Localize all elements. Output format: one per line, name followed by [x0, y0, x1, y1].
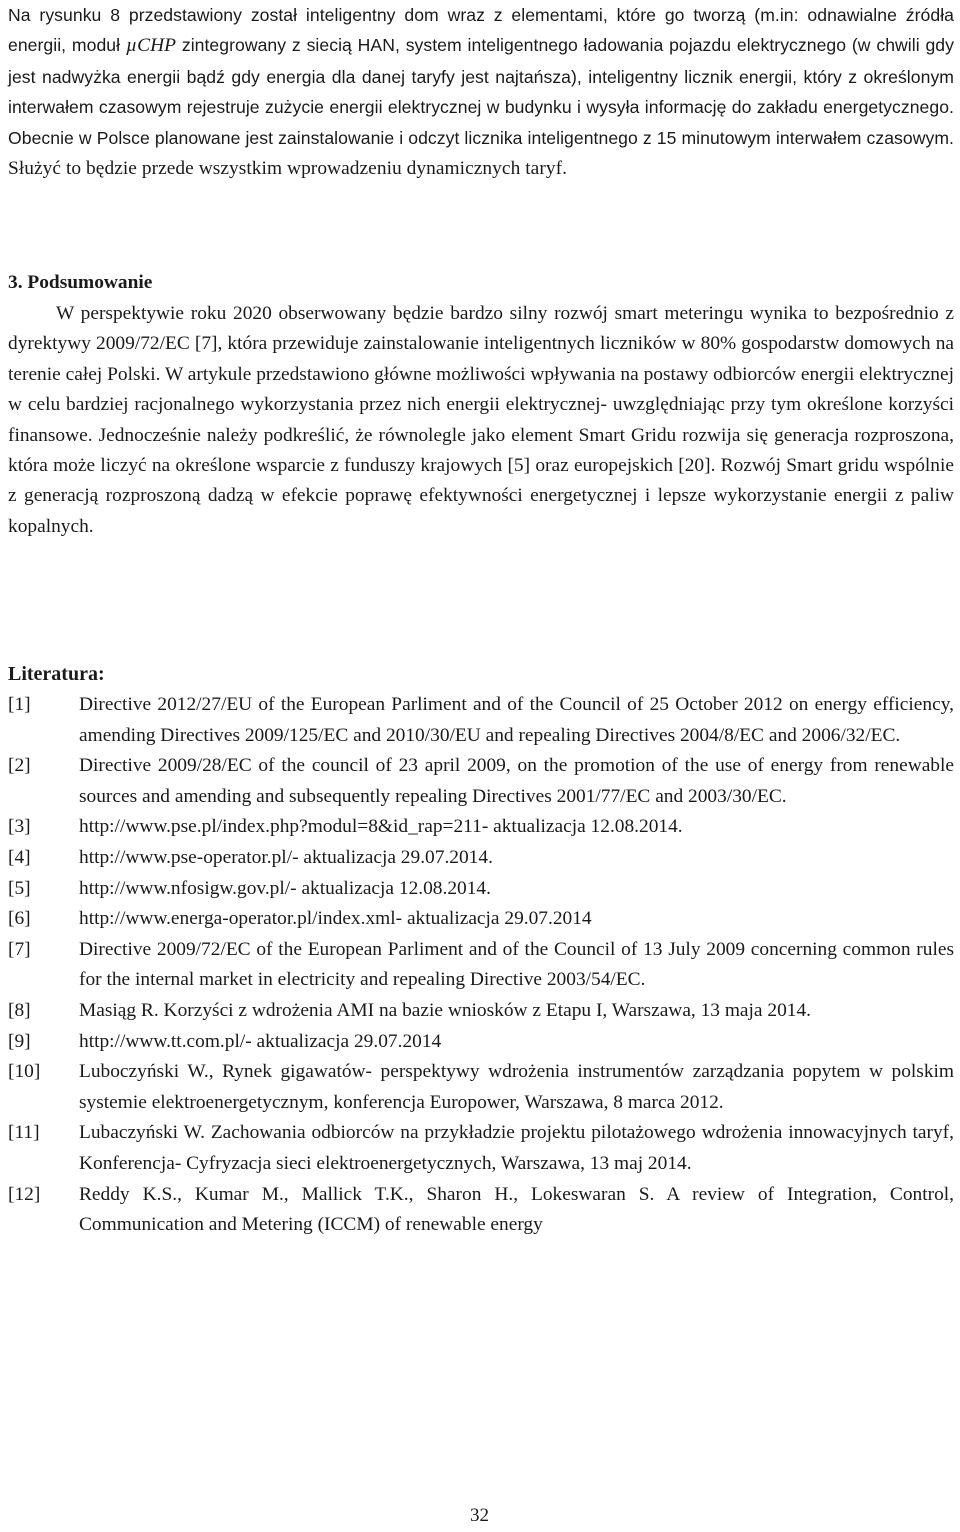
intro-text-part3: Służyć to będzie przede wszystkim wprowadzeniu dynamicznych taryf. — [8, 158, 567, 180]
reference-text: Lubaczyński W. Zachowania odbiorców na przykładzie projektu pilotażowego wdrożenia innowacyjnych taryf, Konferencja- Cyfryzacja sieci elektroenergetycznych, Warszawa, 13 maj 2014. — [79, 1122, 954, 1174]
reference-item — [8, 1180, 954, 1241]
reference-item — [8, 1118, 954, 1179]
reference-item — [8, 904, 954, 935]
intro-text-part1: Na rysunku 8 przedstawiony został inteligentny dom wraz z elementami, które go tworzą (m.in: odnawialne źródła energii, moduł — [8, 5, 954, 56]
document-page — [8, 0, 954, 1532]
reference-text: Luboczyński W., Rynek gigawatów- perspektywy wdrożenia instrumentów zarządzania popytem w polskim systemie elektroenergetycznym, konferencja Europower, Warszawa, 8 marca 2012. — [79, 1061, 954, 1113]
reference-item — [8, 812, 954, 843]
reference-text: Directive 2009/72/EC of the European Parliment and of the Council of 13 July 2009 concerning common rules for the internal market in electricity and repealing Directive 2003/54/EC. — [79, 938, 954, 991]
reference-text: Directive 2012/27/EU of the European Parliment and of the Council of 25 October 2012 on energy efficiency, amending Directives 2009/125/EC and 2010/30/EU and repealing Directives 2004/8/EC and 2006/32/EC. — [79, 694, 954, 746]
reference-item — [8, 1057, 954, 1118]
reference-item — [8, 874, 954, 905]
reference-item — [8, 935, 954, 996]
literature-heading: Literatura: — [8, 663, 105, 685]
reference-item — [8, 751, 954, 812]
reference-link: http://www.energa-operator.pl/index.xml- aktualizacja 29.07.2014 — [79, 908, 592, 930]
reference-link: http://www.pse.pl/index.php?modul=8&id_rap=211- aktualizacja 12.08.2014. — [79, 816, 683, 838]
reference-number: [1] — [8, 694, 31, 715]
reference-number: [8] — [8, 999, 31, 1021]
reference-text: Reddy K.S., Kumar M., Mallick T.K., Sharon H., Lokeswaran S. A review of Integration, Control, Communication and Metering (ICCM) of renewable energy — [79, 1183, 954, 1236]
reference-number: [6] — [8, 908, 31, 930]
section-heading: 3. Podsumowanie — [8, 272, 153, 293]
reference-number: [7] — [8, 938, 31, 960]
reference-number: [10] — [8, 1061, 41, 1083]
page-number: 32 — [470, 1505, 489, 1526]
reference-number: [5] — [8, 877, 31, 899]
reference-number: [12] — [8, 1183, 41, 1205]
reference-text: Masiąg R. Korzyści z wdrożenia AMI na bazie wniosków z Etapu I, Warszawa, 13 maja 2014. — [79, 999, 812, 1021]
reference-number: [2] — [8, 755, 31, 777]
summary-paragraph: W perspektywie roku 2020 obserwowany będzie bardzo silny rozwój smart meteringu wynika to bezpośrednio z dyrektywy 2009/72/EC [7], która przewiduje zainstalowanie inteligentnych liczników w 80% gospodarstw domowych na terenie całej Polski. W artykule przedstawiono główne możliwości wpływania na postawy odbiorców energii elektrycznej w celu bardziej racjonalnego wykorzystania przez nich energii elektrycznej- uwzględniając przy tym określone korzyści finansowe. Jednocześnie należy podkreślić, że równolegle jako element Smart Gridu rozwija się generacja rozproszona, która może liczyć na określone wsparcie z funduszy krajowych [5] oraz europejskich [20]. Rozwój Smart gridu wspólnie z generacją rozproszoną dadzą w efekcie poprawę efektywności energetycznej i lepsze wykorzystanie energii z paliw kopalnych. — [8, 303, 954, 537]
reference-number: [11] — [8, 1122, 40, 1144]
reference-number: [4] — [8, 846, 31, 868]
intro-text-part2: zintegrowany z siecią HAN, system inteligentnego ładowania pojazdu elektrycznego (w chwili gdy jest nadwyżka energii bądź gdy energia dla danej taryfy jest najtańsza), inteligentny licznik energii, który z określonym interwałem czasowym rejestruje zużycie energii elektrycznej w budynku i wysyła informację do zakładu energetycznego. Obecnie w Polsce planowane jest zainstalowanie i odczyt licznika inteligentnego z 15 minutowym interwałem czasowym. — [8, 35, 954, 148]
reference-link: http://www.nfosigw.gov.pl/- aktualizacja 12.08.2014. — [79, 877, 491, 899]
reference-list — [8, 690, 954, 1241]
reference-item — [8, 690, 954, 751]
reference-link: http://www.tt.com.pl/- aktualizacja 29.07.2014 — [79, 1030, 442, 1052]
reference-link: http://www.pse-operator.pl/- aktualizacja 29.07.2014. — [79, 846, 493, 868]
reference-text: Directive 2009/28/EC of the council of 23 april 2009, on the promotion of the use of energy from renewable sources and amending and subsequently repealing Directives 2001/77/EC and 2003/30/EC. — [79, 755, 954, 807]
reference-number: [3] — [8, 816, 31, 838]
reference-item — [8, 996, 954, 1027]
reference-number: [9] — [8, 1030, 31, 1052]
uchp-term: µCHP — [125, 35, 177, 57]
reference-item — [8, 843, 954, 874]
intro-paragraph — [8, 0, 954, 184]
reference-item — [8, 1027, 954, 1058]
